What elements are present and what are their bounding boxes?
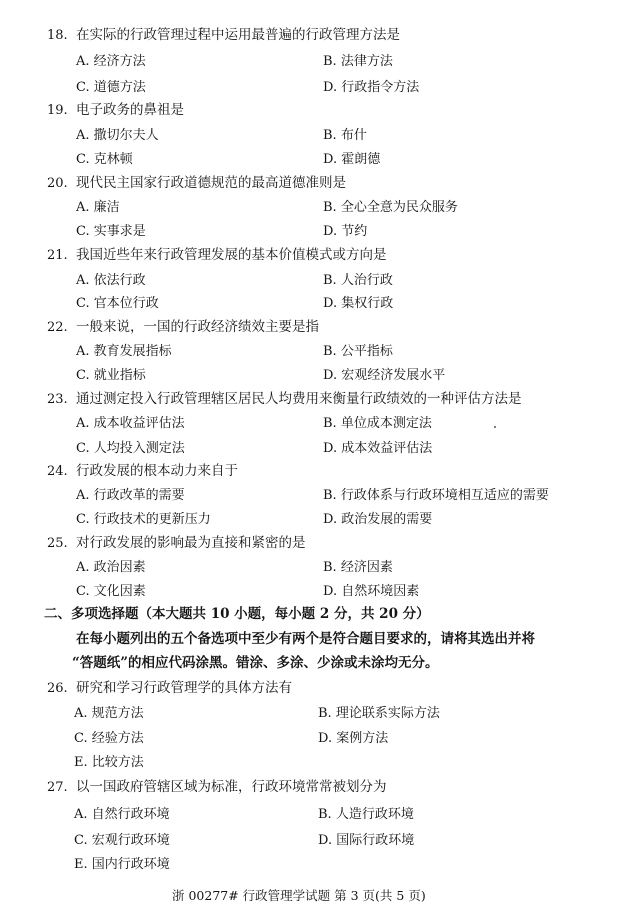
question-20-option-c: C. 实事求是 [76, 224, 146, 239]
question-21-option-a: A. 依法行政 [76, 273, 146, 288]
question-27-option-b: B. 人造行政环境 [318, 807, 414, 822]
question-26-option-c: C. 经验方法 [74, 731, 144, 746]
question-21-option-c: C. 官本位行政 [76, 296, 159, 311]
question-27-option-e: E. 国内行政环境 [74, 857, 170, 872]
question-24-text: 行政发展的根本动力来自于 [76, 463, 238, 479]
question-18-option-b: B. 法律方法 [323, 54, 393, 69]
question-23-option-b: B. 单位成本测定法 [323, 416, 432, 431]
question-26-text: 研究和学习行政管理学的具体方法有 [76, 680, 292, 696]
question-19-option-a: A. 撒切尔夫人 [76, 128, 159, 143]
question-25-number: 25. [47, 536, 68, 551]
question-18-option-a: A. 经济方法 [76, 54, 146, 69]
question-19-option-b: B. 布什 [323, 128, 367, 143]
question-19-option-d: D. 霍朗德 [323, 152, 381, 167]
question-27-option-c: C. 宏观行政环境 [74, 833, 170, 848]
question-27-text: 以一国政府管辖区域为标准，行政环境常常被划分为 [76, 779, 387, 795]
question-26-option-b: B. 理论联系实际方法 [318, 706, 440, 721]
question-24-option-c: C. 行政技术的更新压力 [76, 512, 211, 527]
question-26-option-e: E. 比较方法 [74, 755, 144, 770]
section-2-instruction-line-2: “答题纸”的相应代码涂黑。错涂、多涂、少涂或未涂均无分。 [72, 655, 439, 671]
question-18-option-d: D. 行政指令方法 [323, 80, 420, 95]
question-22-option-d: D. 宏观经济发展水平 [323, 368, 446, 383]
question-19-number: 19. [47, 103, 68, 118]
question-24-number: 24. [47, 464, 68, 479]
question-23-text: 通过测定投入行政管理辖区居民人均费用来衡量行政绩效的一种评估方法是 [76, 391, 522, 407]
question-20-text: 现代民主国家行政道德规范的最高道德准则是 [76, 175, 346, 191]
page-footer: 浙 00277# 行政管理学试题 第 3 页(共 5 页) [172, 888, 426, 903]
section-2-heading: 二、多项选择题（本大题共 10 小题，每小题 2 分，共 20 分） [44, 606, 430, 622]
question-19-text: 电子政务的鼻祖是 [76, 102, 184, 118]
question-22-number: 22. [47, 320, 68, 335]
question-25-option-b: B. 经济因素 [323, 560, 393, 575]
question-20-number: 20. [47, 176, 68, 191]
question-21-number: 21. [47, 248, 68, 263]
question-21-option-b: B. 人治行政 [323, 273, 393, 288]
question-27-option-a: A. 自然行政环境 [74, 807, 170, 822]
question-26-number: 26. [47, 681, 68, 696]
scan-speck [494, 426, 496, 428]
question-24-option-d: D. 政治发展的需要 [323, 512, 433, 527]
question-25-text: 对行政发展的影响最为直接和紧密的是 [76, 535, 306, 551]
question-23-option-c: C. 人均投入测定法 [76, 441, 185, 456]
question-26-option-d: D. 案例方法 [318, 731, 389, 746]
question-27-option-d: D. 国际行政环境 [318, 833, 415, 848]
question-20-option-b: B. 全心全意为民众服务 [323, 200, 458, 215]
question-23-number: 23. [47, 392, 68, 407]
question-18-option-c: C. 道德方法 [76, 80, 146, 95]
question-25-option-d: D. 自然环境因素 [323, 584, 420, 599]
question-25-option-c: C. 文化因素 [76, 584, 146, 599]
question-26-option-a: A. 规范方法 [74, 706, 144, 721]
question-20-option-d: D. 节约 [323, 224, 368, 239]
question-20-option-a: A. 廉洁 [76, 200, 120, 215]
question-18-text: 在实际的行政管理过程中运用最普遍的行政管理方法是 [76, 27, 400, 43]
question-22-option-a: A. 教育发展指标 [76, 344, 172, 359]
question-19-option-c: C. 克林顿 [76, 152, 133, 167]
question-21-text: 我国近些年来行政管理发展的基本价值模式或方向是 [76, 247, 387, 263]
question-22-option-c: C. 就业指标 [76, 368, 146, 383]
question-21-option-d: D. 集权行政 [323, 296, 394, 311]
question-22-option-b: B. 公平指标 [323, 344, 393, 359]
question-27-number: 27. [47, 780, 68, 795]
question-23-option-d: D. 成本效益评估法 [323, 441, 433, 456]
question-25-option-a: A. 政治因素 [76, 560, 146, 575]
question-23-option-a: A. 成本收益评估法 [76, 416, 185, 431]
section-2-instruction-line-1: 在每小题列出的五个备选项中至少有两个是符合题目要求的，请将其选出并将 [76, 631, 535, 647]
question-18-number: 18. [47, 28, 68, 43]
question-22-text: 一般来说，一国的行政经济绩效主要是指 [76, 319, 319, 335]
question-24-option-a: A. 行政改革的需要 [76, 488, 185, 503]
question-24-option-b: B. 行政体系与行政环境相互适应的需要 [323, 488, 549, 503]
